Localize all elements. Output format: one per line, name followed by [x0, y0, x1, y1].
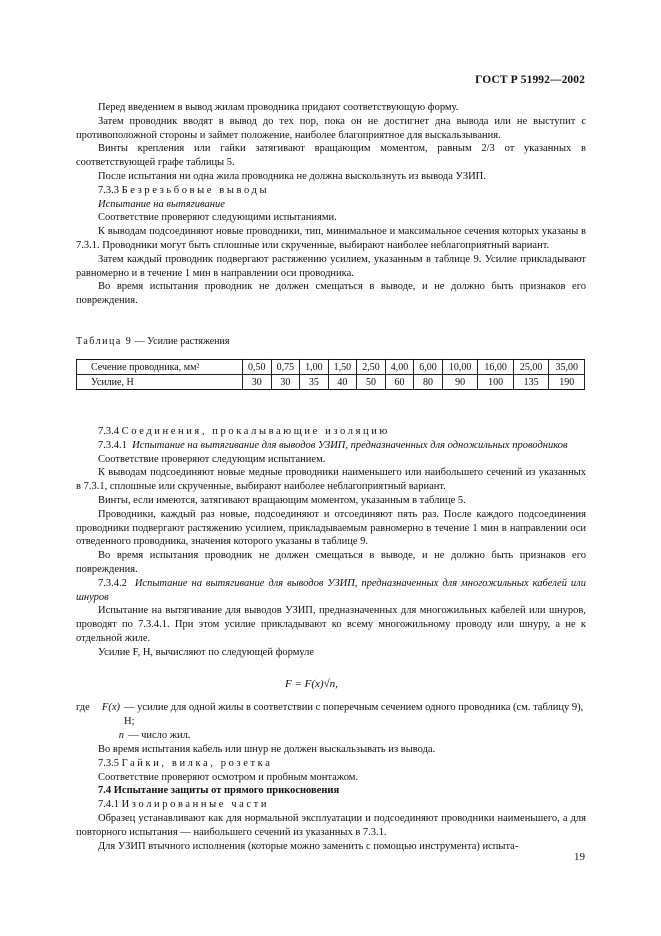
section-cell: 4,00	[385, 360, 414, 375]
heading-7-3-3: 7.3.3 Безрезьбовые выводы	[98, 184, 270, 196]
section-cell: 1,00	[300, 360, 329, 375]
block-end	[76, 743, 586, 853]
paragraph: Соответствие проверяют следующими испытаниями.	[98, 212, 337, 224]
section-cell: 0,50	[243, 360, 272, 375]
block1-paras-b	[76, 142, 586, 308]
heading-7-3-4-2: 7.3.4.2 Испытание на вытягивание для выводов УЗИП, предназначенных для многожильных кабелей или шнуров	[76, 577, 587, 603]
paragraph: Испытание на вытягивание для выводов УЗИП, предназначенных для многожильных кабелей или шнуров, проводят по 7.3.4.1. При этом усилие прикладывают ко всему многожильному проводу или шнуру, а не к отдельной жиле.	[76, 605, 586, 644]
table-row-sections	[77, 360, 585, 375]
section-cell: 10,00	[442, 360, 478, 375]
table-9	[76, 359, 585, 390]
force-cell: 40	[328, 375, 357, 390]
section-cell: 2,50	[357, 360, 386, 375]
where-list	[76, 701, 586, 742]
force-intro: Усилие F, Н, вычисляют по следующей формуле	[98, 646, 315, 658]
block-7-3-4	[76, 425, 586, 660]
force-cell: 60	[385, 375, 414, 390]
heading-7-3-4: 7.3.4 Соединения, прокалывающие изоляцию	[98, 426, 390, 437]
force-cell: 50	[357, 375, 386, 390]
heading-7-4-1: 7.4.1 Изолированные части	[98, 799, 270, 811]
where-item: где F(x) — усилие для одной жилы в соответствии с поперечным сечением одного проводника (см. таблицу 9), Н;	[76, 702, 584, 727]
row-label-section: Сечение проводника, мм²	[77, 360, 243, 375]
page-number: 19	[574, 851, 585, 863]
document-header: ГОСТ Р 51992—2002	[475, 74, 585, 86]
subheading-pull-test: Испытание на вытягивание	[98, 198, 225, 210]
paragraph: К выводам подсоединяют новые проводники, тип, минимальное и максимальное сечения которых указаны в 7.3.1. Проводники могут быть сплошные или скрученные, выбирают наиболее неблагоприятный вариант.	[76, 226, 586, 251]
force-cell: 90	[442, 375, 478, 390]
force-cell: 30	[243, 375, 272, 390]
section-cell: 1,50	[328, 360, 357, 375]
formula: F = F(x)√n,	[285, 678, 338, 690]
table-caption: Таблица 9 — Усилие растяжения	[76, 336, 230, 347]
section-cell: 35,00	[549, 360, 585, 375]
section-cell: 16,00	[478, 360, 514, 375]
paragraph: Затем каждый проводник подвергают растяжению усилием, указанным в таблице 9. Усилие прикладывают равномерно и в течение 1 мин в направлении оси проводника.	[76, 253, 586, 279]
where-item: n — число жил.	[118, 729, 191, 741]
row-label-force: Усилие, Н	[77, 375, 243, 390]
paragraph: Во время испытания проводник не должен смещаться в выводе, и не должно быть признаков его повреждения.	[76, 550, 586, 575]
force-cell: 135	[513, 375, 549, 390]
force-cell: 190	[549, 375, 585, 390]
paragraph: Во время испытания кабель или шнур не должен выскальзывать из вывода.	[98, 744, 436, 755]
paragraph: Во время испытания проводник не должен смещаться в выводе, и не должно быть признаков его повреждения.	[76, 281, 586, 307]
section-cell: 25,00	[513, 360, 549, 375]
section-cell: 0,75	[271, 360, 300, 375]
paragraph: Образец устанавливают как для нормальной эксплуатации и подсоединяют проводники наименьшего, а для повторного испытания — наибольшего сечений из указанных в 7.3.1.	[76, 812, 586, 838]
force-cell: 35	[300, 375, 329, 390]
paragraph: Затем проводник вводят в вывод до тех пор, пока он не достигнет дна вывода или не выступит с противоположной стороны и займет положение, наиболее благоприятное для выскальзывания.	[76, 115, 586, 141]
paragraph: Перед введением в вывод жилам проводника придают соответствующую форму.	[98, 102, 459, 113]
paragraph: Проводники, каждый раз новые, подсоединяют и отсоединяют пять раз. После каждого подсоединения проводники подвергают растяжению усилием, прикладываемым равномерно в течение 1 мин в направлении оси отведенного проводника, значения которого указаны в таблице 9.	[76, 508, 586, 548]
block1	[76, 101, 586, 142]
paragraph: Винты крепления или гайки затягивают вращающим моментом, равным 2/3 от указанных в соответствующей графе таблицы 5.	[76, 143, 586, 169]
paragraph: К выводам подсоединяют новые медные проводники наименьшего или наибольшего сечений из указанных в 7.3.1, сплошные или скрученные, выбирают наиболее неблагоприятный вариант.	[76, 467, 586, 493]
paragraph: После испытания ни одна жила проводника не должна выскользнуть из вывода УЗИП.	[98, 170, 486, 182]
paragraph: Соответствие проверяют осмотром и пробным монтажом.	[98, 771, 359, 783]
table-row-forces	[77, 375, 585, 390]
heading-7-3-4-1: 7.3.4.1 Испытание на вытягивание для выводов УЗИП, предназначенных для одножильных проводников	[98, 439, 568, 451]
force-cell: 100	[478, 375, 514, 390]
force-cell: 80	[414, 375, 443, 390]
force-cell: 30	[271, 375, 300, 390]
heading-7-3-5: 7.3.5 Гайки, вилка, розетка	[98, 757, 273, 769]
paragraph: Соответствие проверяют следующим испытанием.	[98, 453, 326, 465]
paragraph: Винты, если имеются, затягивают вращающим моментом, указанным в таблице 5.	[98, 494, 466, 506]
paragraph: Для УЗИП втычного исполнения (которые можно заменить с помощью инструмента) испыта-	[98, 840, 519, 852]
section-cell: 6,00	[414, 360, 443, 375]
heading-7-4: 7.4 Испытание защиты от прямого прикосновения	[98, 785, 340, 797]
